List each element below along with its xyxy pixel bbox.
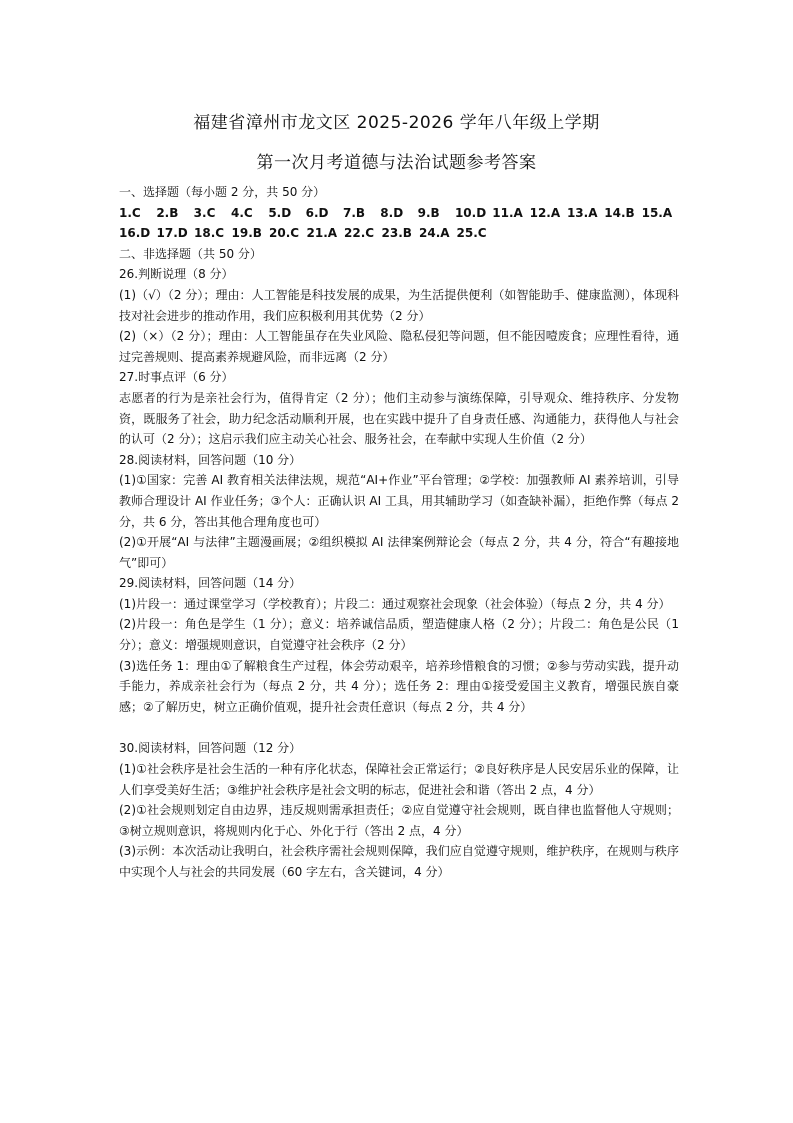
choice-answer: 7.B	[342, 205, 366, 220]
choice-answer: 21.A	[306, 226, 338, 241]
question-29-answer-2: (2)片段一：角色是学生（1 分）；意义：培养诚信品质，塑造健康人格（2 分）；片段二：角色是公民（1 分）；意义：增强规则意识，自觉遵守社会秩序（2 分）	[119, 617, 679, 653]
section-heading-nonchoice: 二、非选择题（共 50 分）	[119, 246, 262, 261]
choice-answer: 20.C	[269, 226, 300, 241]
question-28-title: 28.阅读材料，回答问题（10 分）	[119, 452, 302, 467]
choice-answer: 2.B	[156, 205, 179, 220]
choice-answer: 25.C	[456, 226, 487, 241]
choice-answer: 4.C	[230, 205, 253, 220]
page-subtitle: 第一次月考道德与法治试题参考答案	[256, 153, 537, 173]
choice-answer: 18.C	[194, 226, 225, 241]
choice-answer: 6.D	[305, 205, 329, 220]
question-29-answer-1: (1)片段一：通过课堂学习（学校教育）；片段二：通过观察社会现象（社会体验）（每点 2 分，共 4 分）	[119, 596, 671, 611]
answer-content	[119, 182, 679, 883]
question-29-title: 29.阅读材料，回答问题（14 分）	[119, 576, 302, 591]
question-26-title: 26.判断说理（8 分）	[119, 267, 234, 282]
spacer	[119, 717, 679, 738]
question-30-answer-1: (1)①社会秩序是社会生活的一种有序化状态，保障社会正常运行；②良好秩序是人民安居乐业的保障，让人们享受美好生活；③维护社会秩序是社会文明的标志，促进社会和谐（答出 2 点，4 分）	[119, 762, 679, 797]
section-heading-choice: 一、选择题（每小题 2 分，共 50 分）	[119, 185, 326, 199]
choice-answer: 9.B	[417, 205, 440, 220]
question-26-answer-1: (1)（√）（2 分）；理由：人工智能是科技发展的成果，为生活提供便利（如智能助手、健康监测），体现科技对社会进步的推动作用，我们应积极利用其优势（2 分）	[119, 287, 679, 323]
choice-answer: 3.C	[193, 205, 216, 220]
choice-answer: 22.C	[344, 226, 375, 241]
choice-answer: 19.B	[231, 226, 262, 241]
choice-answer: 23.B	[381, 226, 412, 241]
page-title: 福建省漳州市龙文区 2025-2026 学年八年级上学期	[193, 113, 600, 133]
question-28-answer-1: (1)①国家：完善 AI 教育相关法律法规，规范“AI+作业”平台管理；②学校：加强教师 AI 素养培训，引导教师合理设计 AI 作业任务；③个人：正确认识 AI 工具，用其辅助学习（如查缺补漏），拒绝作弊（每点 2 分，共 6 分，答出其他合理角度也可）	[119, 473, 679, 529]
choice-answers-row-1	[119, 203, 679, 224]
question-27-title: 27.时事点评（6 分）	[119, 370, 234, 385]
question-30-title: 30.阅读材料，回答问题（12 分）	[119, 741, 302, 756]
question-28-answer-2: (2)①开展“AI 与法律”主题漫画展；②组织模拟 AI 法律案例辩论会（每点 2 分，共 4 分，符合“有趣接地气”即可）	[119, 535, 679, 570]
choice-answer: 14.B	[604, 205, 635, 220]
choice-answer: 1.C	[119, 205, 141, 220]
choice-answer: 8.D	[380, 205, 404, 220]
choice-answer: 24.A	[419, 226, 450, 241]
choice-answers-row-2	[119, 223, 679, 244]
choice-answer: 12.A	[529, 205, 561, 220]
choice-answer: 5.D	[268, 205, 292, 220]
question-30-answer-2: (2)①社会规则划定自由边界，违反规则需承担责任；②应自觉遵守社会规则，既自律也监督他人守规则；③树立规则意识，将规则内化于心、外化于行（答出 2 点，4 分）	[119, 803, 679, 838]
choice-answer: 16.D	[119, 226, 151, 241]
question-30-answer-3: (3)示例：本次活动让我明白，社会秩序需社会规则保障，我们应自觉遵守规则，维护秩序，在规则与秩序中实现个人与社会的共同发展（60 字左右，含关键词，4 分）	[119, 844, 679, 879]
question-29-answer-3: (3)选任务 1：理由①了解粮食生产过程，体会劳动艰辛，培养珍惜粮食的习惯；②参与劳动实践，提升动手能力，养成亲社会行为（每点 2 分，共 4 分）；选任务 2：理由①接受爱国主义教育，增强民族自豪感；②了解历史，树立正确价值观，提升社会责任意识（每点 2 分，共 4 分）	[119, 658, 679, 714]
choice-answer: 10.D	[454, 205, 487, 220]
question-27-answer: 志愿者的行为是亲社会行为，值得肯定（2 分）；他们主动参与演练保障，引导观众、维持秩序、分发物资，既服务了社会，助力纪念活动顺利开展，也在实践中提升了自身责任感、沟通能力，获得他人与社会的认可（2 分）；这启示我们应主动关心社会、服务社会，在奉献中实现人生价值（2 分）	[119, 390, 679, 447]
choice-answer: 15.A	[641, 205, 673, 220]
choice-answer: 17.D	[156, 226, 188, 241]
choice-answer: 11.A	[492, 205, 523, 220]
question-26-answer-2: (2)（×）（2 分）；理由：人工智能虽存在失业风险、隐私侵犯等问题，但不能因噎废食；应理性看待，通过完善规则、提高素养规避风险，而非远离（2 分）	[119, 329, 679, 364]
choice-answer: 13.A	[566, 205, 598, 220]
